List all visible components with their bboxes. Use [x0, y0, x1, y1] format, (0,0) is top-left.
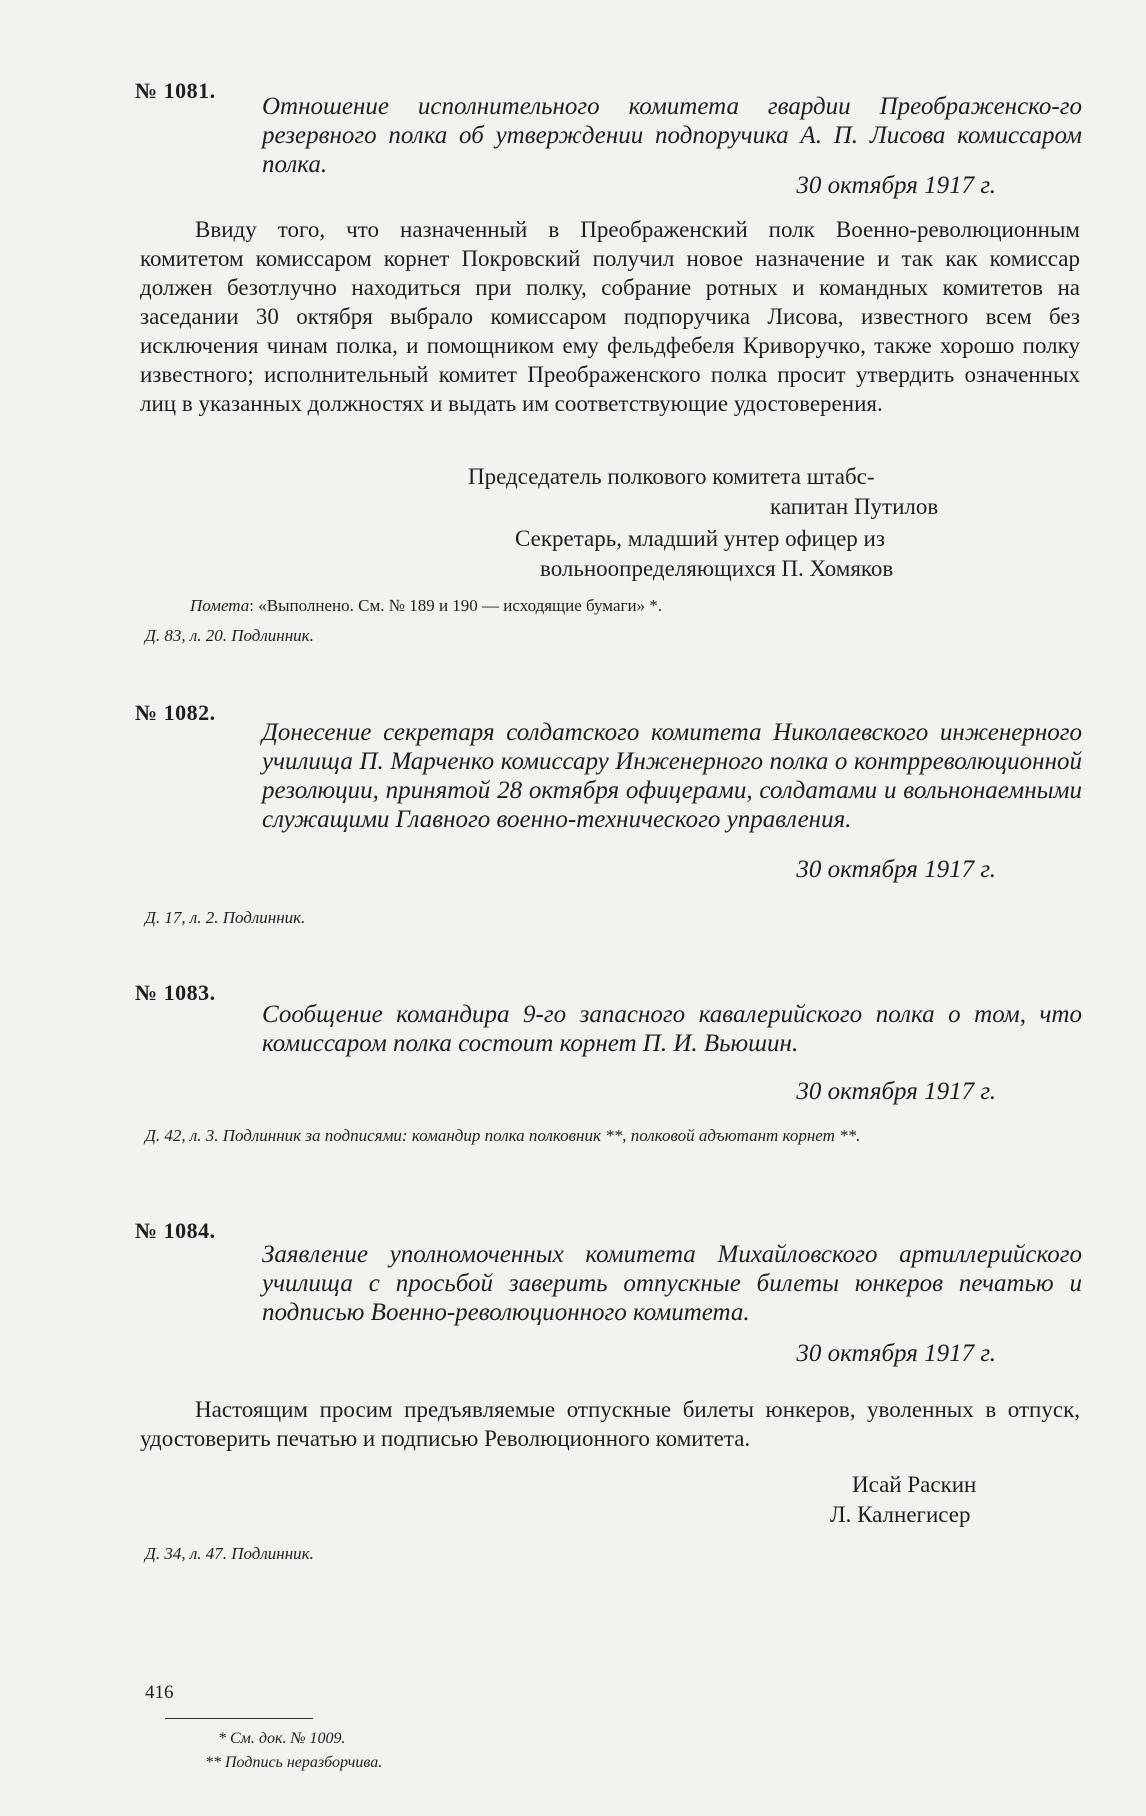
doc-1083-source: Д. 42, л. 3. Подлинник за подписями: командир полка полковник **, полковой адъютант корнет **. [145, 1126, 861, 1145]
footnote-2: ** Подпись неразборчива. [205, 1754, 383, 1771]
doc-1081-date: 30 октября 1917 г. [796, 172, 996, 199]
doc-1084-number: № 1084. [135, 1218, 216, 1243]
doc-1081-signature-1-line-2: капитан Путилов [770, 494, 939, 519]
doc-1082-source: Д. 17, л. 2. Подлинник. [145, 908, 306, 927]
doc-1084-signature-1: Исай Раскин [852, 1472, 977, 1497]
doc-1084-date: 30 октября 1917 г. [796, 1340, 996, 1367]
doc-1084-title: Заявление уполномоченных комитета Михайловского артиллерийского училища с просьбой заверить отпускные билеты юнкеров печатью и подписью Военно-революционного комитета. [262, 1241, 1082, 1326]
doc-1081-source: Д. 83, л. 20. Подлинник. [145, 626, 314, 645]
doc-1081-signature-2-line-1: Секретарь, младший унтер офицер из [515, 526, 885, 551]
doc-1081-body: Ввиду того, что назначенный в Преображенский полк Военно-революционным комитетом комиссаром корнет Покровский получил новое назначение и так как комиссар должен безотлучно находиться при полку, собрание ротных и командных комитетов на заседании 30 октября выбрало комиссаром подпоручика Лисова, известного всем без исключения чинам полка, и помощником ему фельдфебеля Криворучко, также хорошо полку известного; исполнительный комитет Преображенского полка просит утвердить означенных лиц в указанных должностях и выдать им соответствующие удостоверения. [140, 217, 1080, 416]
doc-1082-title: Донесение секретаря солдатского комитета Николаевского инженерного училища П. Марченко комиссару Инженерного полка о контрреволюционной резолюции, принятой 28 октября офицерами, солдатами и вольнонаемными служащими Главного военно-технического управления. [262, 719, 1082, 833]
doc-1084-signature-2: Л. Калнегисер [830, 1502, 971, 1527]
doc-1081-signature-1-line-1: Председатель полкового комитета штабс- [468, 464, 875, 489]
doc-1084-body: Настоящим просим предъявляемые отпускные билеты юнкеров, уволенных в отпуск, удостоверить печатью и подписью Революционного комитета. [140, 1397, 1080, 1451]
doc-1081-signature-2-line-2: вольноопределяющихся П. Хомяков [540, 556, 894, 581]
doc-1082-number: № 1082. [135, 700, 216, 725]
doc-1081-title: Отношение исполнительного комитета гвардии Преображенско-го резервного полка об утверждении подпоручика А. П. Лисова комиссаром полка. [262, 93, 1082, 178]
footnote-1: * См. док. № 1009. [218, 1730, 346, 1747]
doc-1083-title: Сообщение командира 9-го запасного кавалерийского полка о том, что комиссаром полка состоит корнет П. И. Вьюшин. [262, 1001, 1082, 1057]
doc-1081-note-label: Помета [190, 596, 250, 615]
doc-1083-date: 30 октября 1917 г. [796, 1078, 996, 1105]
footnote-divider [165, 1718, 313, 1719]
doc-1083-number: № 1083. [135, 980, 216, 1005]
doc-1081-note [190, 593, 1130, 619]
doc-1081-number: № 1081. [135, 78, 216, 103]
doc-1081-note-text: : «Выполнено. См. № 189 и 190 — исходящие бумаги» *. [249, 596, 663, 615]
doc-1084-source: Д. 34, л. 47. Подлинник. [145, 1544, 314, 1563]
page-number: 416 [145, 1682, 174, 1703]
doc-1082-date: 30 октября 1917 г. [796, 856, 996, 883]
